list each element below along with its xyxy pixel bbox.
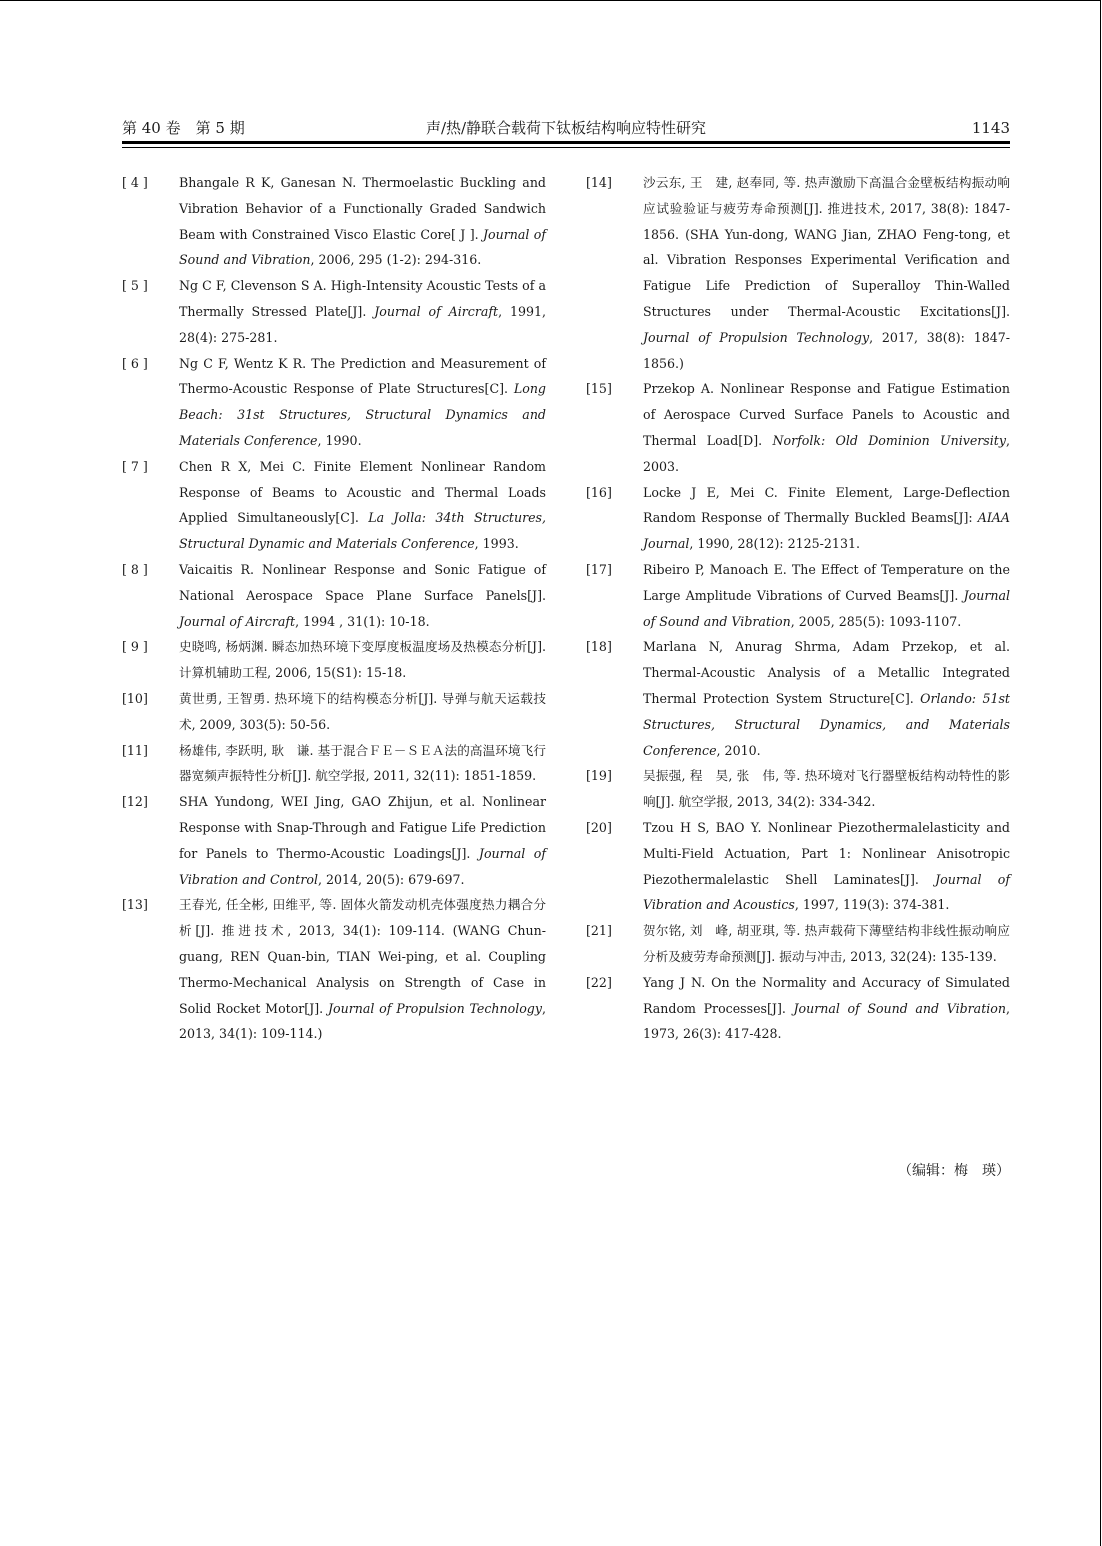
reference-text-part: 吴振强, 程 昊, 张 伟, 等. 热环境对飞行器壁板结构动特性的影响[J]. 航空学报, 2013, 34(2): 334-342. [643,768,1010,810]
volume-issue: 第 40 卷 第 5 期 [122,119,245,137]
reference-source-italic: Journal of Aircraft [179,613,296,629]
reference-number: [10] [122,690,148,706]
reference-number: [20] [586,819,612,835]
reference-item [122,892,546,1047]
reference-item [122,351,546,454]
reference-text [179,789,546,892]
reference-source-italic: Journal of Vibration and Acoustics [643,871,1010,913]
reference-source-italic: La Jolla: 34th Structures, Structural Dynamic and Materials Conference [179,510,547,552]
reference-text-part: Marlana N, Anurag Shrma, Adam Przekop, et al. Thermal-Acoustic Analysis of a Metallic Integrated Thermal Protection System Structure[C]. [643,639,1010,706]
reference-number: [13] [122,897,148,913]
reference-item [122,557,546,634]
reference-text-part: , 1991, 28(4): 275-281. [179,303,547,345]
reference-item [586,634,1010,763]
reference-number: [ 5 ] [122,278,148,294]
reference-text [643,557,1010,634]
reference-text-part: 王春光, 任全彬, 田维平, 等. 固体火箭发动机壳体强度热力耦合分析[J]. 推进技术, 2013, 34(1): 109-114. (WANG Chun-guang, REN Quan-bin, TIAN Wei-ping, et al. Coupling Thermo-Mechanical Analysis on Strength of Case in Solid Rocket Motor[J]. [179,897,546,1016]
reference-text-part: , 1973, 26(3): 417-428. [643,1000,1010,1042]
reference-text [643,815,1010,918]
reference-source-italic: Orlando: 51st Structures, Structural Dynamics, and Materials Conference [643,690,1010,758]
editor-note: （编辑：梅 瑛） [898,1163,1010,1179]
reference-text-part: , 2010. [716,742,761,758]
article-title: 声/热/静联合载荷下钛板结构响应特性研究 [425,119,707,137]
reference-source-italic: Norfolk: Old Dominion University [772,432,1006,448]
reference-text-part: Yang J N. On the Normality and Accuracy of Simulated Random Processes[J]. [643,974,1010,1016]
page-number: 1143 [971,119,1010,137]
reference-text-part: , 2006, 295 (1-2): 294-316. [310,252,482,268]
reference-text-part: Bhangale R K, Ganesan N. Thermoelastic Buckling and Vibration Behavior of a Functionally Graded Sandwich Beam with Constrained Visco Elastic Core[ J ]. [179,175,546,242]
reference-text [179,273,546,350]
running-header [122,118,1010,138]
reference-number: [ 9 ] [122,639,148,655]
reference-item [586,918,1010,970]
reference-number: [11] [122,742,148,758]
reference-text [643,634,1010,763]
reference-item [586,480,1010,557]
header-rule-thick [122,141,1010,144]
reference-text [643,376,1010,479]
reference-source-italic: Journal of Sound and Vibration [643,587,1010,629]
reference-number: [ 4 ] [122,175,148,190]
reference-number: [17] [586,561,612,577]
reference-text-part: Przekop A. Nonlinear Response and Fatigue Estimation of Aerospace Curved Surface Panels to Acoustic and Thermal Load[D]. [643,381,1010,448]
reference-item [586,763,1010,815]
reference-number: [ 7 ] [122,458,148,474]
reference-text-part: 杨雄伟, 李跃明, 耿 谦. 基于混合ＦＥ－ＳＥＡ法的高温环境飞行器宽频声振特性分析[J]. 航空学报, 2011, 32(11): 1851-1859. [179,742,546,784]
reference-text-part: 史晓鸣, 杨炳渊. 瞬态加热环境下变厚度板温度场及热模态分析[J]. 计算机辅助工程, 2006, 15(S1): 15-18. [179,639,546,681]
reference-source-italic: Journal of Propulsion Technology [643,329,870,345]
reference-item [122,454,546,557]
reference-text-part: , 2013, 34(1): 109-114.) [179,1000,546,1042]
references-left-column [122,170,546,1047]
reference-source-italic: Journal of Sound and Vibration [793,1000,1006,1016]
reference-item [586,376,1010,479]
reference-number: [19] [586,768,612,784]
reference-source-italic: Journal of Aircraft [374,303,499,319]
reference-text [643,170,1010,376]
reference-item [122,686,546,738]
reference-item [122,273,546,350]
reference-text [643,480,1010,557]
reference-text-part: , 1994 , 31(1): 10-18. [295,613,430,629]
reference-text [179,892,546,1047]
reference-text-part: , 1990. [317,432,362,448]
reference-text-part: , 2017, 38(8): 1847-1856.) [643,329,1010,371]
reference-source-italic: Journal of Propulsion Technology [327,1000,542,1016]
reference-item [122,634,546,686]
reference-text-part: Locke J E, Mei C. Finite Element, Large-Deflection Random Response of Thermally Buckled Beams[J]: [643,484,1010,526]
reference-number: [ 6 ] [122,355,148,371]
reference-item [586,557,1010,634]
reference-text [179,557,546,634]
reference-text-part: Tzou H S, BAO Y. Nonlinear Piezothermalelasticity and Multi-Field Actuation, Part 1: Nonlinear Anisotropic Piezothermalelastic Shell Laminates[J]. [643,819,1010,887]
reference-item [122,170,546,273]
reference-text-part: Ribeiro P, Manoach E. The Effect of Temperature on the Large Amplitude Vibrations of Curved Beams[J]. [643,561,1010,603]
header-rule-thin [122,147,1010,148]
reference-text [643,970,1010,1047]
reference-number: [ 8 ] [122,561,148,577]
reference-text-part: , 1997, 119(3): 374-381. [794,897,950,913]
reference-number: [21] [586,923,612,939]
reference-text [179,738,546,790]
reference-text-part: , 1993. [474,536,519,552]
reference-source-italic: AIAA Journal [643,510,1010,552]
reference-text-part: , 2005, 285(5): 1093-1107. [790,613,962,629]
reference-item [586,815,1010,918]
reference-source-italic: Long Beach: 31st Structures, Structural Dynamics and Materials Conference [179,381,546,448]
reference-text-part: Ng C F, Clevenson S A. High-Intensity Acoustic Tests of a Thermally Stressed Plate[J]. [179,278,546,319]
reference-text [643,763,1010,815]
reference-item [122,789,546,892]
reference-number: [12] [122,794,148,810]
reference-text [179,351,546,454]
reference-number: [18] [586,639,612,655]
reference-item [586,970,1010,1047]
reference-text-part: 黄世勇, 王智勇. 热环境下的结构模态分析[J]. 导弹与航天运载技术, 2009, 303(5): 50-56. [179,690,546,732]
reference-number: [15] [586,381,612,397]
reference-number: [22] [586,974,612,990]
reference-text [179,170,546,273]
reference-text-part: , 2014, 20(5): 679-697. [317,871,465,887]
reference-text-part: 贺尔铭, 刘 峰, 胡亚琪, 等. 热声载荷下薄壁结构非线性振动响应分析及疲劳寿命预测[J]. 振动与冲击, 2013, 32(24): 135-139. [643,923,1010,964]
reference-text-part: Ng C F, Wentz K R. The Prediction and Measurement of Thermo-Acoustic Response of Plate Structures[C]. [179,355,546,397]
reference-text-part: 沙云东, 王 建, 赵奉同, 等. 热声激励下高温合金壁板结构振动响应试验验证与疲劳寿命预测[J]. 推进技术, 2017, 38(8): 1847-1856. (SHA Yun-dong, WANG Jian, ZHAO Feng-tong, et al. Vibration Responses Experimental Verification and Fatigue Life Prediction of Superalloy Thin-Walled Structures under Thermal-Acoustic Excitations[J]. [643,175,1010,319]
reference-item [122,738,546,790]
reference-source-italic: Journal of Sound and Vibration [179,226,546,268]
reference-item [586,170,1010,376]
reference-text [179,634,546,686]
references-right-column [586,170,1010,1047]
reference-text-part: Chen R X, Mei C. Finite Element Nonlinear Random Response of Beams to Acoustic and Thermal Loads Applied Simultaneously[C]. [179,458,546,526]
reference-text-part: SHA Yundong, WEI Jing, GAO Zhijun, et al. Nonlinear Response with Snap-Through and Fatigue Life Prediction for Panels to Thermo-Acoustic Loadings[J]. [179,794,546,861]
reference-text [179,686,546,738]
reference-number: [16] [586,484,612,500]
reference-source-italic: Journal of Vibration and Control [179,845,546,887]
reference-text-part: Vaicaitis R. Nonlinear Response and Sonic Fatigue of National Aerospace Space Plane Surface Panels[J]. [179,561,546,603]
reference-text-part: , 1990, 28(12): 2125-2131. [689,536,860,552]
reference-text [179,454,546,557]
reference-text [643,918,1010,970]
reference-number: [14] [586,175,612,190]
reference-text-part: , 2003. [643,432,1010,474]
